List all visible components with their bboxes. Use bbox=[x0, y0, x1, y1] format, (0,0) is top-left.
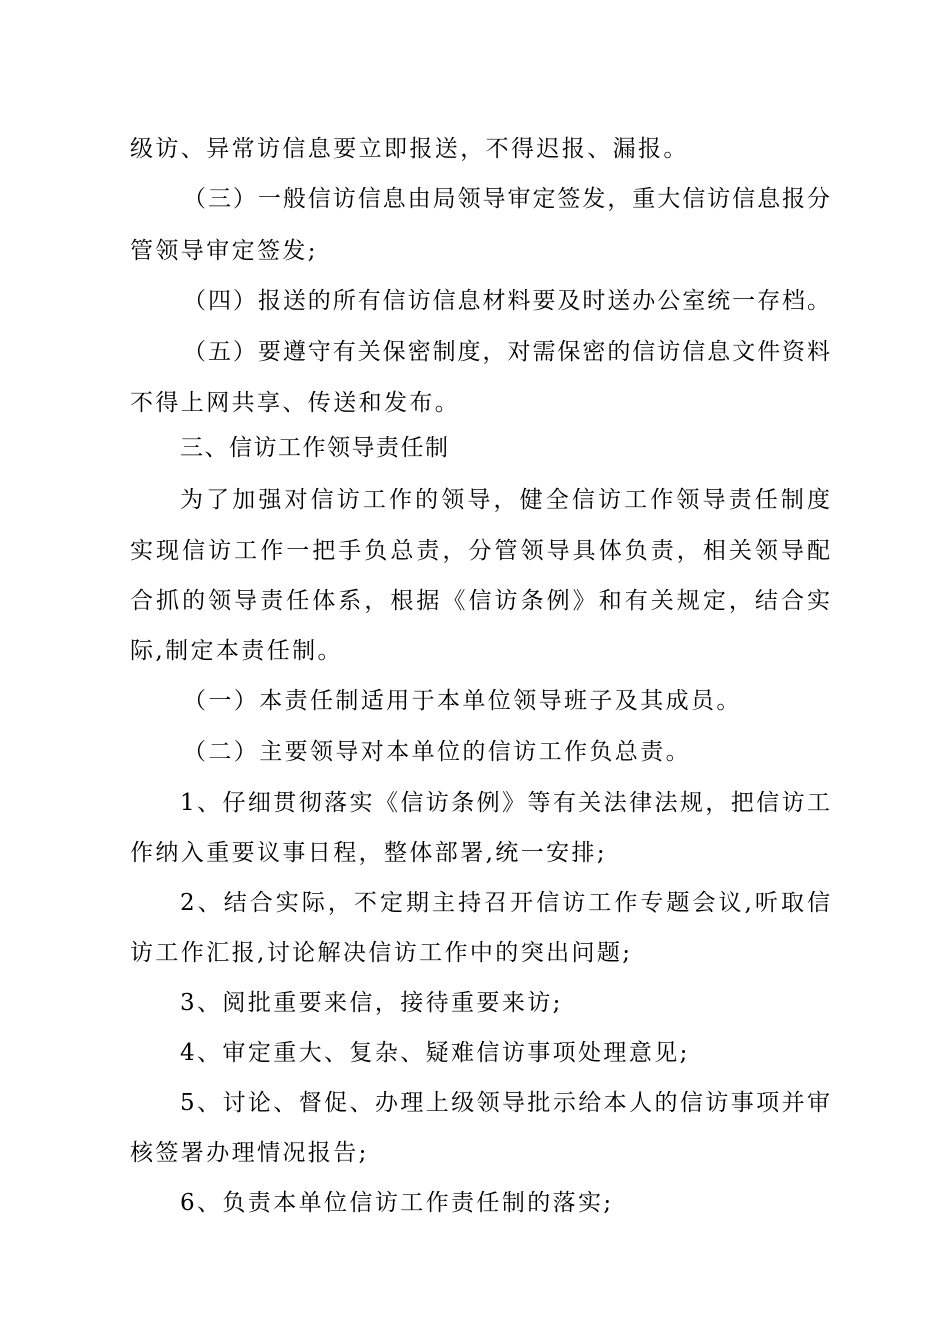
paragraph-line: （一）本责任制适用于本单位领导班子及其成员。 bbox=[183, 688, 742, 714]
paragraph-line: 为了加强对信访工作的领导，健全信访工作领导责任制度 bbox=[180, 487, 830, 513]
paragraph-line: 1、仔细贯彻落实《信访条例》等有关法律法规，把信访工 bbox=[180, 790, 830, 816]
paragraph-line: 3、阅批重要来信，接待重要来访; bbox=[180, 990, 563, 1016]
paragraph-line: 际,制定本责任制。 bbox=[130, 638, 343, 664]
paragraph-line: （五）要遵守有关保密制度，对需保密的信访信息文件资料 bbox=[183, 339, 830, 365]
paragraph-line: 2、结合实际，不定期主持召开信访工作专题会议,听取信 bbox=[180, 890, 830, 916]
paragraph-line: 不得上网共享、传送和发布。 bbox=[130, 390, 461, 416]
paragraph-line: 4、审定重大、复杂、疑难信访事项处理意见; bbox=[180, 1040, 690, 1066]
paragraph-line: 5、讨论、督促、办理上级领导批示给本人的信访事项并审 bbox=[180, 1090, 830, 1116]
paragraph-line: 合抓的领导责任体系，根据《信访条例》和有关规定，结合实 bbox=[130, 588, 830, 614]
paragraph-line: 作纳入重要议事日程，整体部署,统一安排; bbox=[130, 840, 608, 866]
paragraph-line: 访工作汇报,讨论解决信访工作中的突出问题; bbox=[130, 940, 633, 966]
paragraph-line: 实现信访工作一把手负总责，分管领导具体负责，相关领导配 bbox=[130, 538, 830, 564]
paragraph-line: 核签署办理情况报告; bbox=[130, 1140, 369, 1166]
paragraph-line: （四）报送的所有信访信息材料要及时送办公室统一存档。 bbox=[183, 288, 830, 314]
paragraph-line: （二）主要领导对本单位的信访工作负总责。 bbox=[183, 739, 691, 765]
paragraph-line: 级访、异常访信息要立即报送，不得迟报、漏报。 bbox=[130, 136, 689, 162]
paragraph-line: 管领导审定签发; bbox=[130, 238, 318, 264]
section-heading: 三、信访工作领导责任制 bbox=[180, 435, 450, 461]
paragraph-line: （三）一般信访信息由局领导审定签发，重大信访信息报分 bbox=[183, 186, 830, 212]
paragraph-line: 6、负责本单位信访工作责任制的落实; bbox=[180, 1190, 614, 1216]
